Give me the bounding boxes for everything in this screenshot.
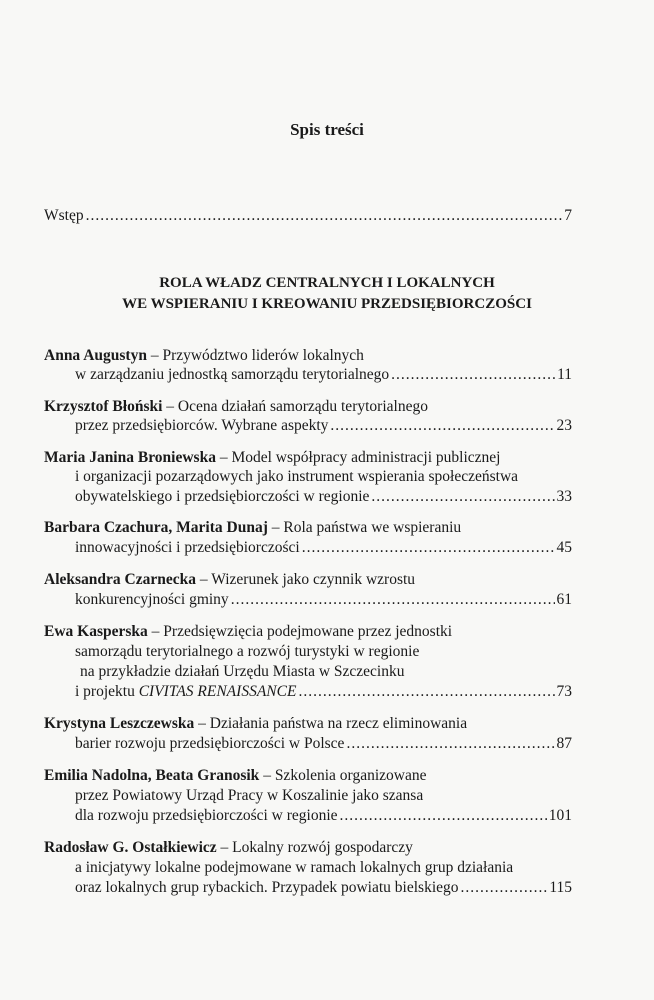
entry-title-line: na przykładzie działań Urzędu Miasta w Szczecinku (80, 663, 405, 680)
toc-entry-last-line (75, 365, 572, 385)
entry-page: 87 (556, 735, 572, 752)
leader-dots (371, 487, 554, 507)
entry-title-line: Rola państwa we wspieraniu (283, 519, 462, 536)
entry-title-line: Przywództwo liderów lokalnych (162, 347, 364, 364)
dash: – (220, 839, 233, 856)
toc-entry (44, 518, 572, 538)
entry-title-line: innowacyjności i przedsiębiorczości (75, 539, 300, 556)
entry-page: 115 (549, 879, 572, 896)
dash: – (271, 519, 284, 536)
dash: – (151, 623, 164, 640)
toc-intro-page: 7 (564, 207, 572, 224)
entry-title-line: Lokalny rozwój gospodarczy (232, 839, 413, 856)
entry-page: 45 (556, 539, 572, 556)
entry-title-line: barier rozwoju przedsiębiorczości w Polsce (75, 735, 345, 752)
leader-dots (330, 416, 554, 436)
toc-entry (44, 622, 572, 642)
entry-title-line: samorządu terytorialnego a rozwój turystyki w regionie (75, 643, 420, 660)
entry-authors: Maria Janina Broniewska (44, 449, 216, 466)
entry-title-line: konkurencyjności gminy (75, 591, 229, 608)
entry-authors: Anna Augustyn (44, 347, 147, 364)
entry-authors: Radosław G. Ostałkiewicz (44, 839, 217, 856)
entry-title-line: Model współpracy administracji publicznej (231, 449, 501, 466)
entry-title-line: obywatelskiego i przedsiębiorczości w regionie (75, 488, 370, 505)
entry-page: 101 (548, 807, 572, 824)
entry-title-line: Wizerunek jako czynnik wzrostu (211, 571, 416, 588)
leader-dots (302, 538, 555, 558)
entry-authors: Ewa Kasperska (44, 623, 148, 640)
entry-title-line: i organizacji pozarządowych jako instrument wspierania społeczeństwa (75, 468, 519, 485)
entry-title-line: oraz lokalnych grup rybackich. Przypadek powiatu bielskiego (75, 879, 459, 896)
entry-title-line: przez Powiatowy Urząd Pracy w Koszalinie jako szansa (75, 787, 424, 804)
toc-entry-last-line (75, 734, 572, 754)
toc-entry (44, 714, 572, 734)
toc-entry-last-line (75, 878, 572, 898)
dash: – (150, 347, 163, 364)
entry-page: 61 (556, 591, 572, 608)
toc-entry-last-line (75, 487, 572, 507)
leader-dots (340, 806, 547, 826)
leader-dots (391, 365, 555, 385)
entry-title-line: Ocena działań samorządu terytorialnego (177, 398, 428, 415)
toc-entry (44, 397, 572, 417)
toc-entry-last-line (75, 682, 572, 702)
leader-dots (231, 590, 555, 610)
page-title: Spis treści (290, 120, 364, 139)
entry-page: 33 (556, 488, 572, 505)
leader-dots (461, 878, 548, 898)
entry-title-line: dla rozwoju przedsiębiorczości w regionie (75, 807, 338, 824)
entry-authors: Krystyna Leszczewska (44, 715, 195, 732)
dash: – (263, 767, 275, 784)
toc-intro (44, 206, 572, 226)
leader-dots (86, 206, 563, 226)
entry-page: 23 (556, 417, 572, 434)
dash: – (219, 449, 232, 466)
toc-entry-last-line (75, 538, 572, 558)
entry-title-line: Działania państwa na rzecz eliminowania (209, 715, 468, 732)
leader-dots (298, 682, 554, 702)
section-heading-line2: WE WSPIERANIU I KREOWANIU PRZEDSIĘBIORCZOŚCI (122, 296, 532, 312)
entry-title-line: przez przedsiębiorców. Wybrane aspekty (75, 417, 329, 434)
section-heading-line1: ROLA WŁADZ CENTRALNYCH I LOKALNYCH (159, 275, 495, 291)
entry-title-line: w zarządzaniu jednostką samorządu terytorialnego (75, 366, 390, 383)
toc-entry (44, 838, 572, 858)
entry-title-line (75, 682, 296, 702)
toc-entry-last-line (75, 416, 572, 436)
entry-title-line: a inicjatywy lokalne podejmowane w ramach lokalnych grup działania (75, 859, 514, 876)
leader-dots (346, 734, 554, 754)
dash: – (199, 571, 212, 588)
toc-intro-label: Wstęp (44, 207, 84, 224)
toc-entry-last-line (75, 590, 572, 610)
toc-entry (44, 346, 572, 366)
entry-title-line: Przedsięwzięcia podejmowane przez jednostki (163, 623, 453, 640)
entry-page: 11 (557, 366, 572, 383)
toc-entry (44, 448, 572, 468)
dash: – (166, 398, 178, 415)
toc-entry (44, 570, 572, 590)
entry-authors: Barbara Czachura, Marita Dunaj (44, 519, 268, 536)
entry-title-text: i projektu (75, 683, 135, 700)
toc-entry-last-line (75, 806, 572, 826)
entry-authors: Emilia Nadolna, Beata Granosik (44, 767, 260, 784)
entry-title-italic: CIVITAS RENAISSANCE (138, 683, 297, 700)
entry-title-line: Szkolenia organizowane (274, 767, 427, 784)
toc-entry (44, 766, 572, 786)
entry-page: 73 (556, 683, 572, 700)
entry-authors: Aleksandra Czarnecka (44, 571, 196, 588)
dash: – (198, 715, 210, 732)
entry-authors: Krzysztof Błoński (44, 398, 163, 415)
